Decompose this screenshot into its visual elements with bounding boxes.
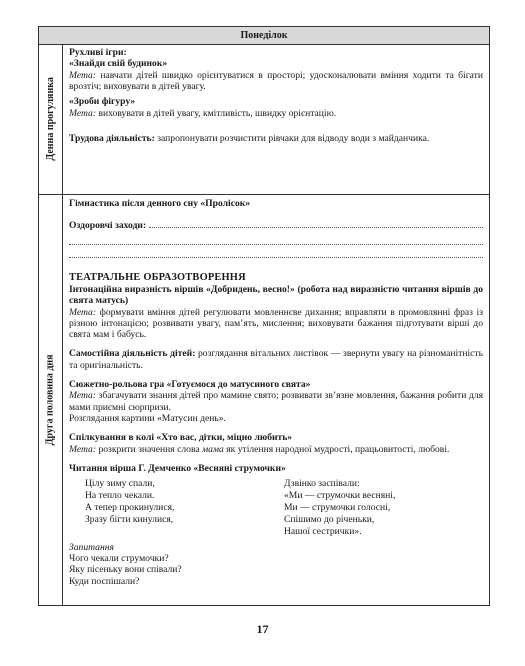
independent-activity <box>69 348 483 371</box>
questions-label: Запитання <box>69 541 114 553</box>
poem-line: Нашої сестрички». <box>284 525 362 537</box>
gymnastics-title: Гімнастика після денного сну «Пролісок» <box>69 198 251 209</box>
poem-column-2 <box>284 478 483 537</box>
goal-text-end: як утілення народної мудрості, працьовитості, любові. <box>226 443 450 455</box>
second-half-section-label <box>39 195 62 605</box>
goal-text: збагачувати знання дітей про мамине свято; розвивати зв’язне мовлення, бажання робити для мами приємні сюрпризи. <box>69 390 483 413</box>
goal-emphasis: мама <box>202 443 224 455</box>
roleplay-goal <box>69 390 483 413</box>
health-measures-row <box>69 219 483 231</box>
poem-line: Дзвінко заспівали: <box>284 478 360 490</box>
independent-text: розглядання вітальних листівок — звернути увагу на різноманітність та оригінальність. <box>69 348 484 371</box>
walk-label-text: Денна прогулянка <box>44 77 56 161</box>
theatre-heading: ТЕАТРАЛЬНЕ ОБРАЗОТВОРЕННЯ <box>69 271 246 283</box>
row-divider <box>39 194 489 195</box>
poem-line: «Ми — струмочки весняні, <box>284 490 396 502</box>
roleplay-title: Сюжетно-рольова гра «Готуємося до матусиного свята» <box>69 379 311 391</box>
second-half-content <box>69 198 483 587</box>
page-number: 17 <box>256 622 269 636</box>
poem-line: Ми — струмочки голосні, <box>284 502 391 514</box>
poem-title: Читання вірша Г. Демченко «Весняні струмочки» <box>69 462 286 474</box>
fill-in-line <box>69 248 483 258</box>
poem-line: А тепер прокинулися, <box>85 502 175 514</box>
column-divider <box>62 44 63 605</box>
goal-label: Мета: <box>69 390 97 402</box>
goal-text: формувати вміння дітей регулювати мовленнєве дихання; вправляти в промовлянні фраз із різною інтонацією; розвивати увагу, пам’ять, мислення; виховувати бажання підготувати вірші до свята мам і бабусь. <box>69 306 483 341</box>
game1-goal <box>69 70 483 93</box>
intonation-goal <box>69 307 483 341</box>
game2-goal <box>69 108 483 119</box>
goal-label: Мета: <box>69 107 97 119</box>
question-item: Куди поспішали? <box>69 575 140 587</box>
labor-text: запропонувати розчистити рівчаки для відводу води з майданчика. <box>157 132 430 144</box>
poem-line: Зразу бігти кинулися, <box>85 513 174 525</box>
plan-table <box>38 26 490 606</box>
poem-column-1 <box>69 478 284 537</box>
poem <box>69 478 483 537</box>
independent-label: Самостійна діяльність дітей: <box>69 348 196 360</box>
game2-title: «Зроби фігуру» <box>69 96 136 108</box>
goal-text-start: розкрити значення слова <box>98 443 200 455</box>
walk-content <box>69 47 483 144</box>
circle-goal <box>69 444 483 455</box>
poem-line: Спішимо до річеньки, <box>284 513 375 525</box>
goal-text: навчати дітей швидко орієнтуватися в просторі; удосконалювати вміння ходити та бігати врозтіч; виховувати в дітей увагу. <box>69 69 483 92</box>
intonation-title: Інтонаційна виразність віршів «Добридень, весно!» (робота над виразністю читання віршів до свята матусь) <box>69 283 483 307</box>
games-title: Рухливі ігри: <box>69 47 127 58</box>
goal-text: виховувати в дітей увагу, кмітливість, швидку орієнтацію. <box>98 107 337 119</box>
labor-label: Трудова діяльність: <box>69 132 155 144</box>
goal-label: Мета: <box>69 306 97 318</box>
game1-title: «Знайди свій будинок» <box>69 58 168 70</box>
goal-label: Мета: <box>69 443 97 455</box>
circle-title: Спілкування в колі «Хто вас, дітки, міцно любить» <box>69 432 293 444</box>
walk-section-label <box>39 44 62 194</box>
second-half-label-text: Друга половина дня <box>44 354 56 446</box>
planner-page <box>38 26 490 606</box>
day-header: Понеділок <box>39 27 489 45</box>
question-item: Чого чекали струмочки? <box>69 553 169 565</box>
fill-in-line <box>69 235 483 245</box>
roleplay-extra: Розглядання картини «Матусин день». <box>69 413 226 425</box>
question-item: Яку пісеньку вони співали? <box>69 564 182 576</box>
labor-activity <box>69 133 483 144</box>
fill-in-line <box>149 219 483 228</box>
goal-label: Мета: <box>69 69 97 81</box>
poem-line: На тепло чекали. <box>85 490 155 502</box>
health-label: Оздоровчі заходи: <box>69 220 147 232</box>
poem-line: Цілу зиму спали, <box>85 478 155 490</box>
